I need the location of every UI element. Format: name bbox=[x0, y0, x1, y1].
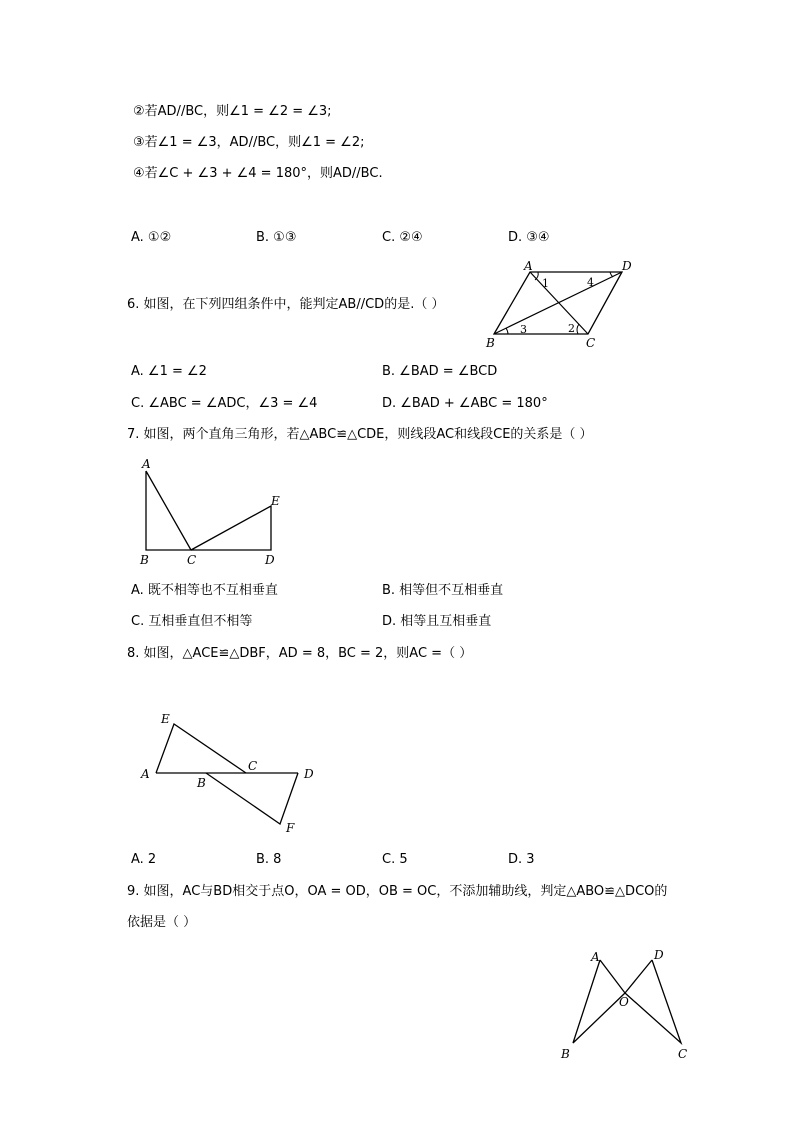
q6-label-d: D bbox=[622, 259, 632, 273]
q6-label-c: C bbox=[586, 336, 596, 350]
q6-option-b: B. ∠BAD = ∠BCD bbox=[382, 364, 498, 379]
prev-option-b: B. ①③ bbox=[256, 230, 297, 245]
q8-stem: 8. 如图，△ACE≌△DBF，AD = 8，BC = 2，则AC =（ ） bbox=[127, 646, 473, 661]
prev-option-c: C. ②④ bbox=[382, 230, 423, 245]
q8-triangles-figure bbox=[138, 708, 338, 838]
q9-bowtie-figure bbox=[556, 945, 696, 1065]
q8-option-d: D. 3 bbox=[508, 852, 535, 867]
q9-label-a: A bbox=[591, 950, 600, 964]
prev-option-a: A. ①② bbox=[131, 230, 172, 245]
q9-label-c: C bbox=[678, 1047, 688, 1061]
q9-label-o: O bbox=[619, 995, 629, 1009]
statement-3: ③若∠1 = ∠3，AD//BC，则∠1 = ∠2; bbox=[133, 135, 365, 150]
q7-option-a: A. 既不相等也不互相垂直 bbox=[131, 583, 278, 598]
q6-angle-arc-3 bbox=[506, 328, 508, 334]
q8-triangle-dbf bbox=[206, 773, 298, 824]
q9-triangle-abo bbox=[573, 960, 625, 1043]
q7-right-triangles-figure bbox=[136, 456, 296, 576]
q7-label-a: A bbox=[142, 457, 151, 471]
q8-label-b: B bbox=[197, 776, 206, 790]
q6-label-a: A bbox=[524, 259, 533, 273]
q6-label-4: 4 bbox=[587, 276, 594, 289]
q7-option-c: C. 互相垂直但不相等 bbox=[131, 614, 253, 629]
q7-triangle-abc bbox=[146, 471, 191, 550]
q8-option-a: A. 2 bbox=[131, 852, 157, 867]
q9-triangle-dco bbox=[625, 960, 681, 1043]
q6-option-d: D. ∠BAD + ∠ABC = 180° bbox=[382, 396, 548, 411]
q9-label-d: D bbox=[654, 948, 664, 962]
q8-option-c: C. 5 bbox=[382, 852, 408, 867]
q6-stem: 6. 如图，在下列四组条件中，能判定AB//CD的是.（ ） bbox=[127, 297, 445, 312]
q8-label-c: C bbox=[248, 759, 258, 773]
q9-stem-line2: 依据是（ ） bbox=[127, 915, 197, 930]
q9-label-b: B bbox=[561, 1047, 570, 1061]
q8-option-b: B. 8 bbox=[256, 852, 282, 867]
q6-angle-arc-4 bbox=[610, 272, 613, 277]
q6-diagonal-bd bbox=[494, 272, 622, 334]
statement-2: ②若AD//BC，则∠1 = ∠2 = ∠3; bbox=[133, 104, 332, 119]
q6-angle-arc-2 bbox=[577, 324, 579, 334]
q8-label-a: A bbox=[141, 767, 150, 781]
q7-stem: 7. 如图，两个直角三角形，若△ABC≌△CDE，则线段AC和线段CE的关系是（ ） bbox=[127, 427, 593, 442]
q6-option-a: A. ∠1 = ∠2 bbox=[131, 364, 207, 379]
q9-stem-line1: 9. 如图，AC与BD相交于点O，OA = OD，OB = OC，不添加辅助线，判定△ABO≌△DCO的 bbox=[127, 884, 668, 899]
q6-label-3: 3 bbox=[520, 323, 527, 336]
q8-label-e: E bbox=[161, 712, 170, 726]
statement-4: ④若∠C + ∠3 + ∠4 = 180°，则AD//BC. bbox=[133, 166, 383, 181]
q7-label-b: B bbox=[140, 553, 149, 567]
q6-label-b: B bbox=[486, 336, 495, 350]
q7-option-b: B. 相等但不互相垂直 bbox=[382, 583, 504, 598]
q6-angle-arc-1 bbox=[535, 272, 538, 280]
prev-option-d: D. ③④ bbox=[508, 230, 550, 245]
q7-triangle-cde bbox=[191, 506, 271, 550]
q7-label-c: C bbox=[187, 553, 197, 567]
q7-label-e: E bbox=[271, 494, 280, 508]
q7-label-d: D bbox=[265, 553, 275, 567]
q7-option-d: D. 相等且互相垂直 bbox=[382, 614, 492, 629]
q8-label-f: F bbox=[286, 821, 295, 835]
q6-label-2: 2 bbox=[568, 322, 575, 335]
q6-option-c: C. ∠ABC = ∠ADC，∠3 = ∠4 bbox=[131, 396, 318, 411]
q8-triangle-ace bbox=[156, 724, 246, 773]
q6-parallelogram-figure bbox=[482, 256, 642, 350]
q6-label-1: 1 bbox=[542, 277, 549, 290]
q8-label-d: D bbox=[304, 767, 314, 781]
